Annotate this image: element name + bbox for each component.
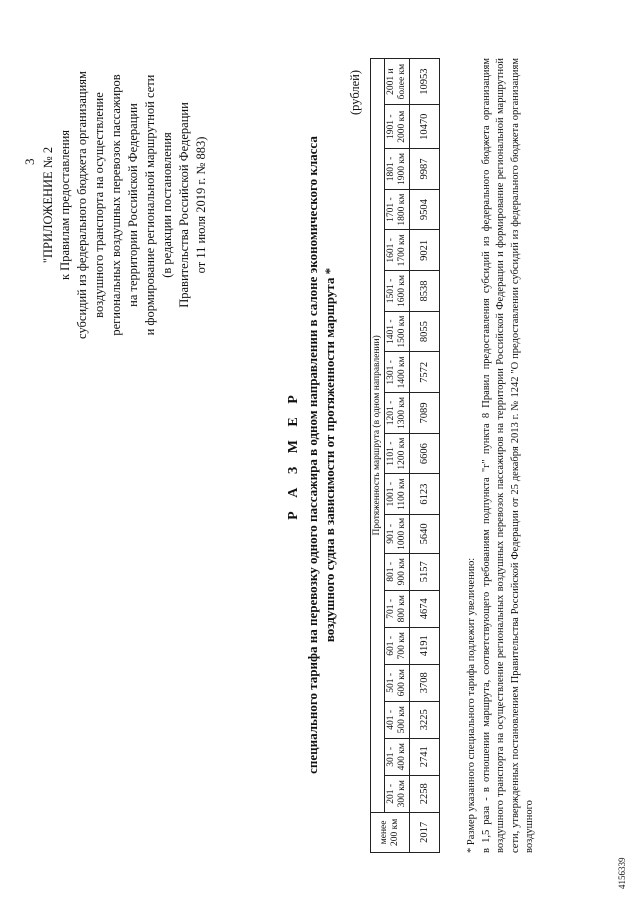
footnote <box>465 58 538 853</box>
col-header: 1801 - 1900 км <box>385 149 410 190</box>
appendix-line: к Правилам предоставления <box>58 129 72 281</box>
col-header: 201 - 300 км <box>385 775 410 812</box>
units-label: (рублей) <box>348 69 362 115</box>
appendix-line: на территории Российской Федерации <box>126 103 140 307</box>
appendix-line: воздушного транспорта на осуществление <box>92 92 106 318</box>
group-header: Протяженность маршрута (в одном направлении) <box>371 59 385 813</box>
appendix-line: (в редакции постановления <box>160 132 174 278</box>
tariff-value: 4191 <box>410 627 440 664</box>
appendix-block <box>40 25 210 385</box>
title-line-1: специального тарифа на перевозку одного пассажира в одном направлении в салоне экономического класса <box>305 136 320 774</box>
tariff-value: 6606 <box>410 433 440 474</box>
col-header: 1901 - 2000 км <box>385 105 410 149</box>
tariff-value: 9987 <box>410 149 440 190</box>
document-title <box>285 65 338 845</box>
col-header: 1301 - 1400 км <box>385 352 410 393</box>
tariff-value: 9504 <box>410 189 440 230</box>
tariff-value: 6123 <box>410 474 440 515</box>
tariff-value: 9021 <box>410 230 440 271</box>
tariff-value: 7572 <box>410 352 440 393</box>
tariff-value: 10953 <box>410 59 440 105</box>
appendix-line: от 11 июля 2019 г. № 883) <box>194 136 208 274</box>
appendix-line: субсидий из федерального бюджета организациям <box>75 71 89 339</box>
title-line-2: воздушного судна в зависимости от протяженности маршрута * <box>322 267 337 643</box>
tariff-value: 5640 <box>410 514 440 553</box>
col-header: 1101 - 1200 км <box>385 433 410 474</box>
tariff-value: 2258 <box>410 775 440 812</box>
title-heading: Р А З М Е Р <box>286 390 301 520</box>
tariff-value: 7089 <box>410 393 440 434</box>
tariff-value: 10470 <box>410 105 440 149</box>
tariff-value: 8538 <box>410 271 440 312</box>
col-header: 701 - 800 км <box>385 590 410 627</box>
col-header: 1401 - 1500 км <box>385 311 410 352</box>
footnote-body: в 1,5 раза - в отношении маршрута, соответствующего требованиям подпункта "г" пункта 8 Правил предоставления субсидий из федерального бюджета организациям воздушного транспорта на осуществление региональных воздушных перевозок пассажиров на территории Российской Федерации и формирование региональной маршрутной сети, утвержденных постановлением Правительства Российской Федерации от 25 декабря 2013 г. № 1242 "О предоставлении субсидий из федерального бюджета организациям воздушного <box>480 58 535 853</box>
col-header: 2001 и более км <box>385 59 410 105</box>
tariff-value: 8055 <box>410 311 440 352</box>
col-header: 1701 - 1800 км <box>385 189 410 230</box>
tariff-table <box>370 58 440 853</box>
tariff-value: 3225 <box>410 701 440 738</box>
col-header: менее 200 км <box>371 812 410 852</box>
col-header: 901 - 1000 км <box>385 514 410 553</box>
appendix-line: и формирование региональной маршрутной сети <box>143 74 157 336</box>
col-header: 501 - 600 км <box>385 664 410 701</box>
document-code: 4156339 <box>617 857 627 889</box>
col-header: 1501 - 1600 км <box>385 271 410 312</box>
tariff-value: 2741 <box>410 738 440 775</box>
footnote-intro: * Размер указанного специального тарифа подлежит увеличению: <box>466 557 477 853</box>
appendix-line: "ПРИЛОЖЕНИЕ № 2 <box>41 146 55 264</box>
tariff-value: 2017 <box>410 812 440 852</box>
tariff-value: 5157 <box>410 553 440 590</box>
col-header: 601 - 700 км <box>385 627 410 664</box>
col-header: 801 - 900 км <box>385 553 410 590</box>
appendix-line: региональных воздушных перевозок пассажиров <box>109 74 123 336</box>
col-header: 1601 - 1700 км <box>385 230 410 271</box>
tariff-value: 3708 <box>410 664 440 701</box>
col-header: 1001 - 1100 км <box>385 474 410 515</box>
tariff-value: 4674 <box>410 590 440 627</box>
appendix-line: Правительства Российской Федерации <box>177 102 191 308</box>
page-number: 3 <box>22 158 37 165</box>
col-header: 401 - 500 км <box>385 701 410 738</box>
col-header: 301 - 400 км <box>385 738 410 775</box>
col-header: 1201 - 1300 км <box>385 393 410 434</box>
